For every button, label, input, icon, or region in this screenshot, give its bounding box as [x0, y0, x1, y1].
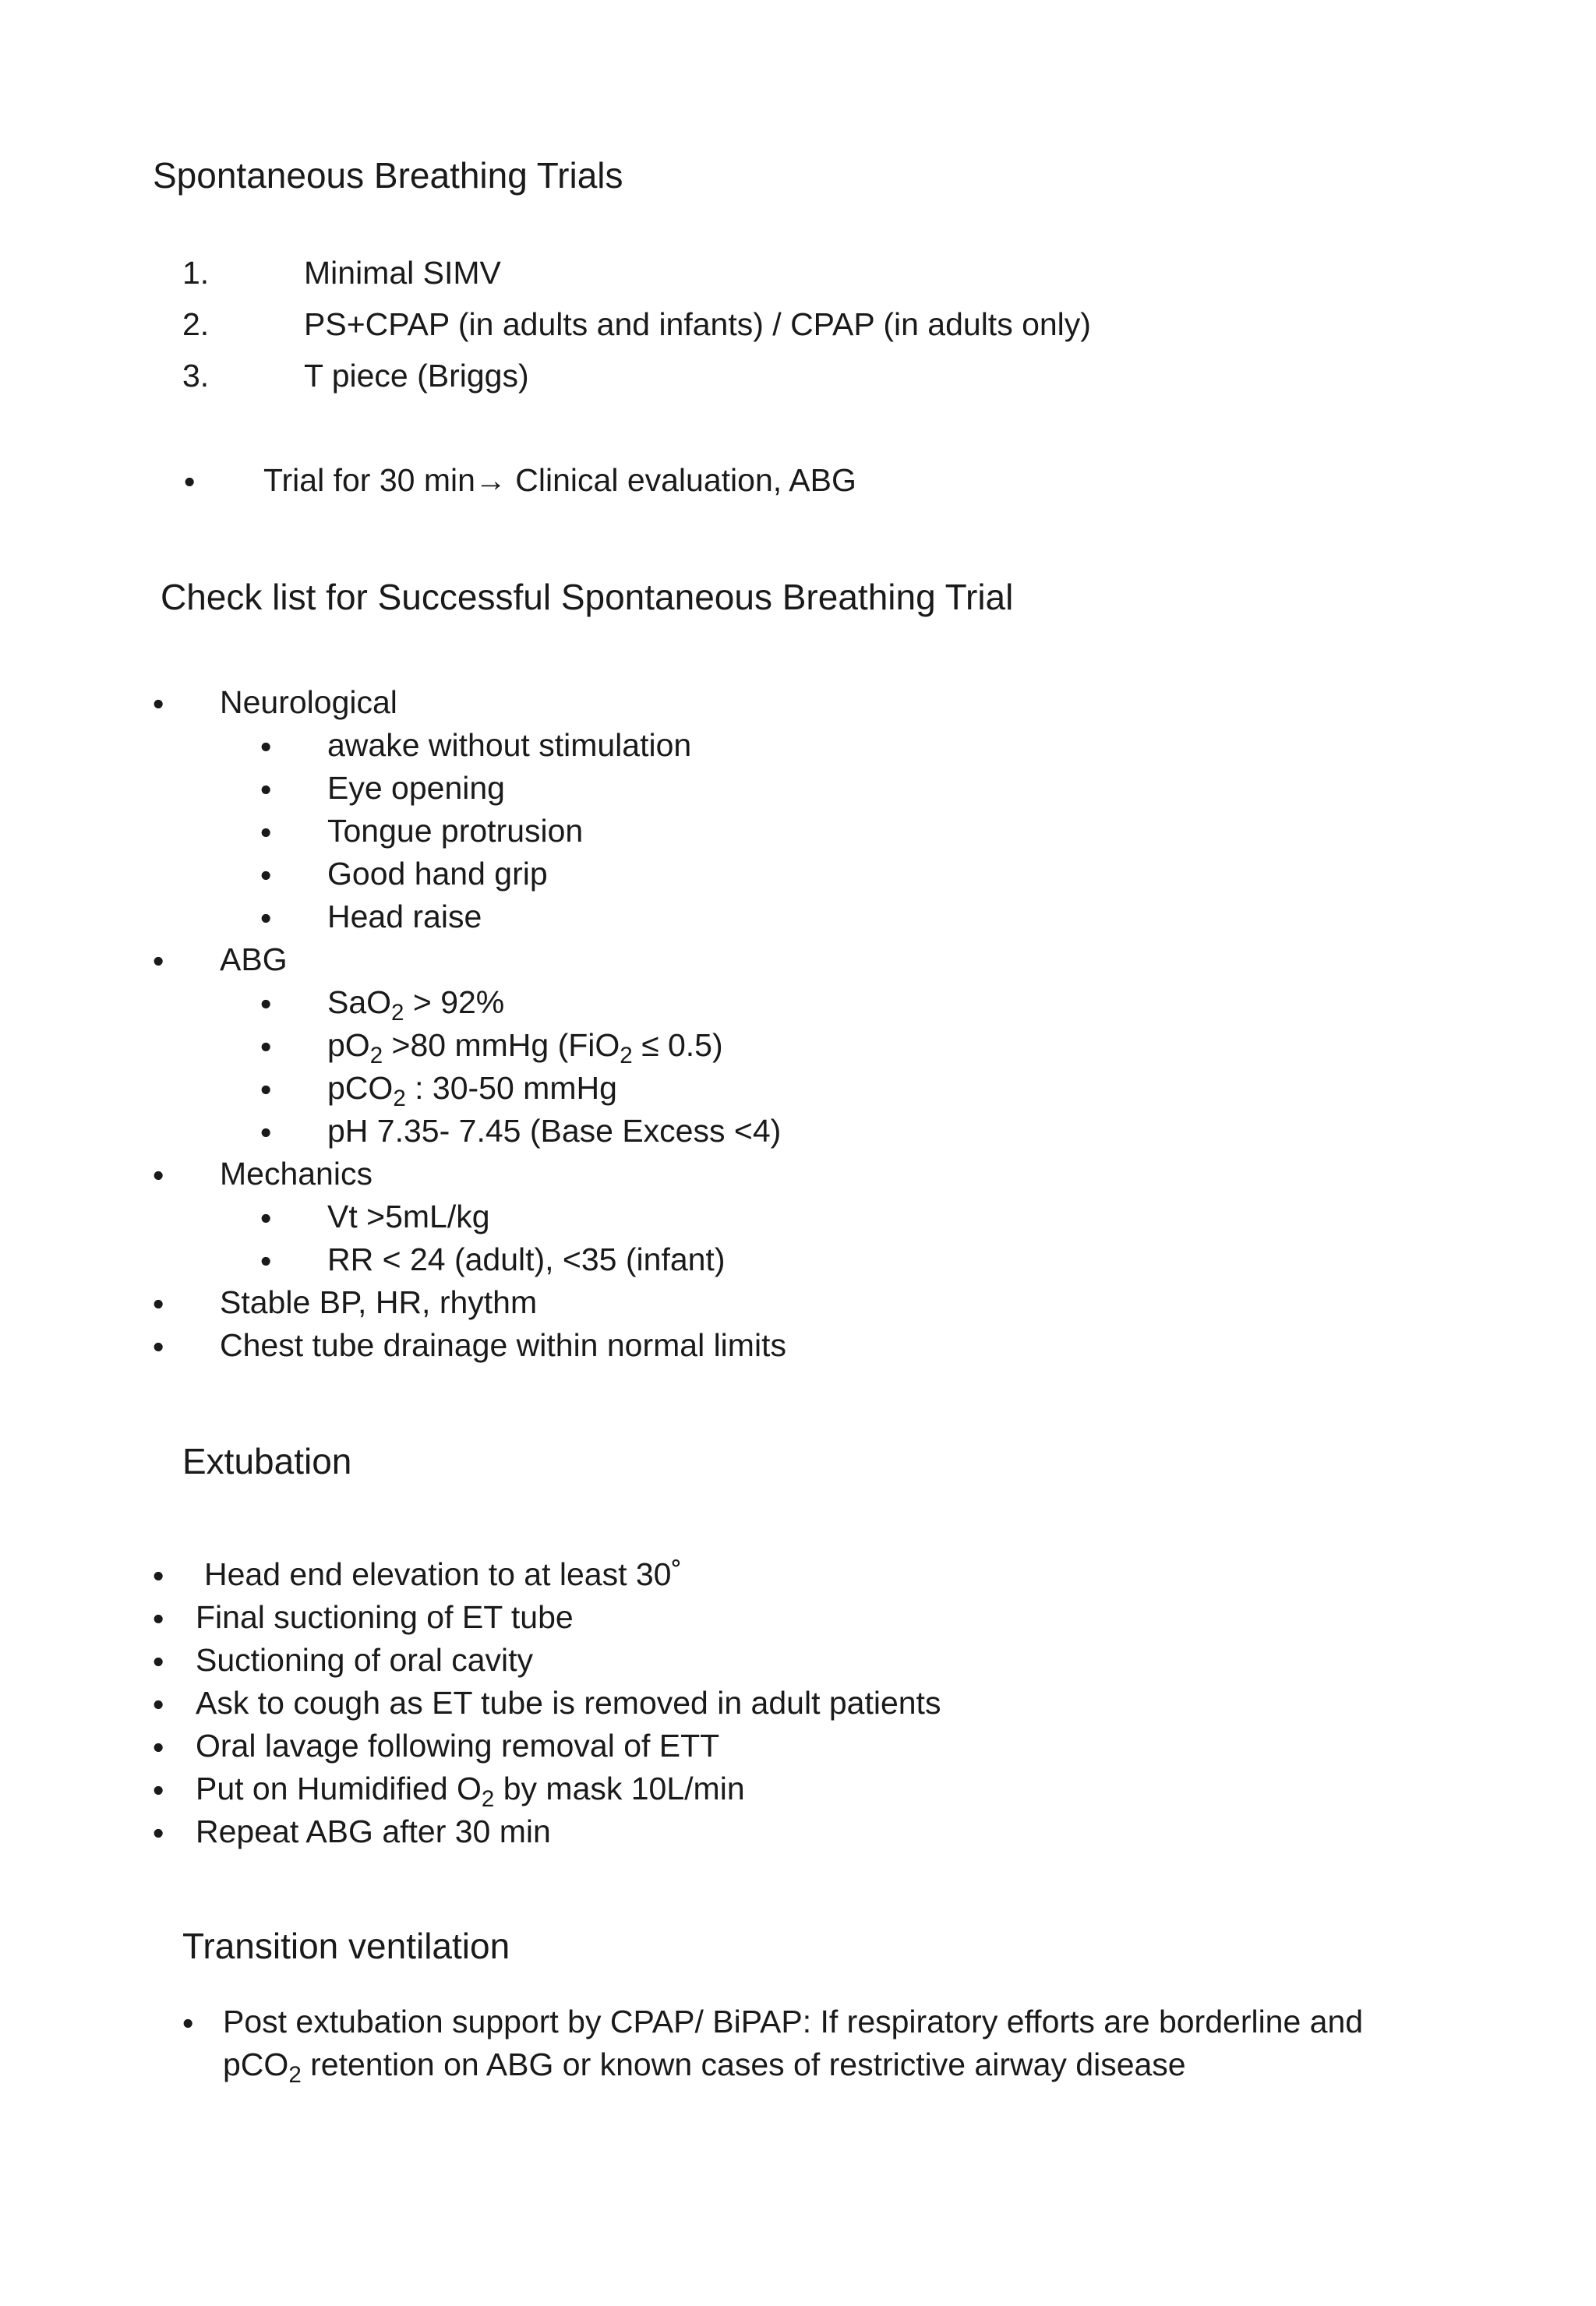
neuro-item-1: awake without stimulation [327, 727, 692, 763]
bullet-icon: • [153, 1601, 164, 1637]
bullet-icon: • [260, 814, 272, 850]
sbt-item-3-text: T piece (Briggs) [304, 358, 529, 394]
bullet-icon: • [184, 464, 196, 500]
sbt-item-1-text: Minimal SIMV [304, 255, 501, 291]
sbt-trial-line: Trial for 30 min→ Clinical evaluation, ABG [263, 462, 856, 498]
sbt-item-1-num: 1. [182, 255, 210, 291]
bullet-icon: • [260, 857, 272, 893]
bullet-icon: • [260, 1114, 272, 1150]
bullet-icon: • [153, 943, 164, 979]
checklist-mech-label: Mechanics [220, 1156, 373, 1192]
bullet-icon: • [260, 986, 272, 1022]
checklist-heading: Check list for Successful Spontaneous Breathing Trial [161, 577, 1014, 617]
checklist-neuro-label: Neurological [220, 684, 397, 720]
transition-line-1: Post extubation support by CPAP/ BiPAP: If respiratory efforts are borderline and [223, 2004, 1364, 2039]
ext-item-4: Ask to cough as ET tube is removed in adult patients [196, 1685, 941, 1721]
bullet-icon: • [182, 2005, 194, 2041]
bullet-icon: • [260, 1200, 272, 1236]
bullet-icon: • [260, 772, 272, 807]
checklist-chest: Chest tube drainage within normal limits [220, 1327, 786, 1363]
mech-item-1: Vt >5mL/kg [327, 1199, 490, 1234]
bullet-icon: • [153, 686, 164, 722]
ext-item-5: Oral lavage following removal of ETT [196, 1728, 720, 1764]
abg-po2: $pO_2 >80$ mmHg (FiO$_2$ ≤ 0.5) [327, 1027, 723, 1068]
ext-item-2: Final suctioning of ET tube [196, 1599, 574, 1635]
bullet-icon: • [153, 1558, 164, 1594]
sbt-item-2-text: PS+CPAP (in adults and infants) / CPAP (in adults only) [304, 306, 1091, 342]
ext-item-3: Suctioning of oral cavity [196, 1642, 534, 1678]
bullet-icon: • [153, 1729, 164, 1765]
bullet-icon: • [260, 729, 272, 765]
ext-item-humid: Put on Humidified $O_2$ by mask 10L/min [196, 1771, 745, 1812]
abg-pco2: pCO$_2$ : 30-50 mmHg [327, 1070, 617, 1111]
checklist-abg-label: ABG [220, 941, 288, 977]
bullet-icon: • [153, 1644, 164, 1679]
bullet-icon: • [260, 1072, 272, 1107]
checklist-stable: Stable BP, HR, rhythm [220, 1284, 538, 1320]
ext-item-repeat: Repeat ABG after 30 min [196, 1813, 551, 1849]
sbt-heading: Spontaneous Breathing Trials [153, 155, 623, 196]
bullet-icon: • [153, 1329, 164, 1365]
bullet-icon: • [260, 900, 272, 936]
ext-item-1: Head end elevation to at least 30˚ [204, 1556, 683, 1592]
right-arrow-icon: → [475, 464, 507, 498]
neuro-item-2: Eye opening [327, 770, 505, 806]
neuro-item-3: Tongue protrusion [327, 813, 584, 849]
bullet-icon: • [153, 1286, 164, 1322]
extubation-heading: Extubation [182, 1441, 352, 1481]
bullet-icon: • [153, 1815, 164, 1851]
bullet-icon: • [153, 1772, 164, 1808]
sbt-item-2-num: 2. [182, 306, 210, 342]
mech-item-2: RR < 24 (adult), <35 (infant) [327, 1241, 726, 1277]
sbt-item-3-num: 3. [182, 358, 210, 394]
bullet-icon: • [260, 1029, 272, 1065]
abg-ph: pH 7.35- 7.45 (Base Excess <4) [327, 1113, 782, 1149]
bullet-icon: • [153, 1686, 164, 1722]
bullet-icon: • [260, 1243, 272, 1279]
abg-sao2: SaO$_2$ > 92% [327, 984, 505, 1026]
bullet-icon: • [153, 1157, 164, 1193]
neuro-item-4: Good hand grip [327, 856, 548, 892]
transition-line-2: pCO$_2$ retention on ABG or known cases of restrictive airway disease [223, 2046, 1186, 2088]
transition-heading: Transition ventilation [182, 1926, 510, 1966]
neuro-item-5: Head raise [327, 899, 482, 934]
